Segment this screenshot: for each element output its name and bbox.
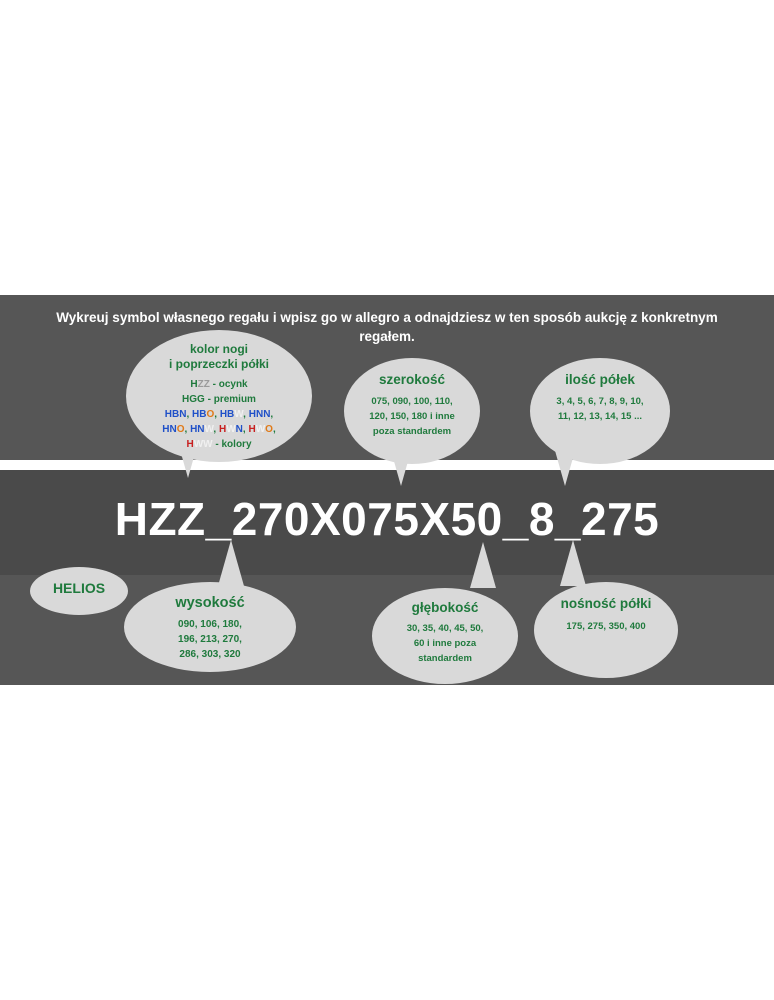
callout-line: standardem: [418, 653, 472, 664]
callout-line: 175, 275, 350, 400: [566, 621, 646, 632]
callout-title-ilosc-polek: ilość półek: [565, 372, 635, 387]
callout-line: 30, 35, 40, 45, 50,: [406, 623, 484, 634]
background-band-separator: [0, 460, 774, 470]
callout-line: 60 i inne poza: [413, 638, 477, 649]
callout-szerokosc: [344, 358, 480, 464]
callout-body-kolor-nogi: HZZ - ocynk HGG - premium HBN, HBO, HBW, HNN, HNO, HNW, HWN, HWO, HWW - kolory: [162, 379, 276, 450]
callout-body-nosnosc: [542, 619, 670, 634]
callout-ilosc-polek: [530, 358, 670, 464]
callout-line: 090, 106, 180,: [178, 619, 242, 630]
callout-line: 11, 12, 13, 14, 15 ...: [558, 411, 642, 422]
callout-title-szerokosc: szerokość: [378, 372, 446, 387]
callout-tail-wysokosc: [218, 540, 244, 586]
callout-line: 196, 213, 270,: [178, 634, 242, 645]
callout-title-glebokosc: głębokość: [411, 600, 479, 615]
callout-title-nosnosc: nośność półki: [560, 596, 652, 611]
callout-line: 120, 150, 180 i inne: [369, 411, 455, 422]
callout-wysokosc: [124, 582, 296, 672]
headline-text: Wykreuj symbol własnego regału i wpisz go w allegro a odnajdziesz w ten sposób aukcję z konkretnym regałem.: [56, 310, 718, 344]
callout-tail-nosnosc: [560, 540, 586, 586]
callout-line: 286, 303, 320: [179, 649, 241, 660]
callout-body-ilosc-polek: [538, 394, 662, 424]
callout-body-szerokosc: [352, 394, 472, 439]
callout-helios: [30, 567, 128, 615]
callout-kolor-nogi: [126, 330, 312, 462]
callout-title-kolor-nogi-line2: i poprzeczki półki: [168, 357, 270, 371]
callout-glebokosc: [372, 588, 518, 684]
callout-title-helios: HELIOS: [52, 580, 106, 596]
callout-body-glebokosc: [380, 621, 510, 666]
callout-line: poza standardem: [372, 426, 452, 437]
callout-nosnosc: [534, 582, 678, 678]
callout-body-wysokosc: [132, 617, 288, 662]
product-code: HZZ_270X075X50_8_275: [114, 493, 660, 545]
callout-title-kolor-nogi-line1: kolor nogi: [190, 342, 248, 356]
callout-line: 075, 090, 100, 110,: [371, 396, 453, 407]
callout-line: 3, 4, 5, 6, 7, 8, 9, 10,: [556, 396, 644, 407]
callout-tail-glebokosc: [470, 542, 496, 588]
callout-title-wysokosc: wysokość: [175, 595, 245, 611]
